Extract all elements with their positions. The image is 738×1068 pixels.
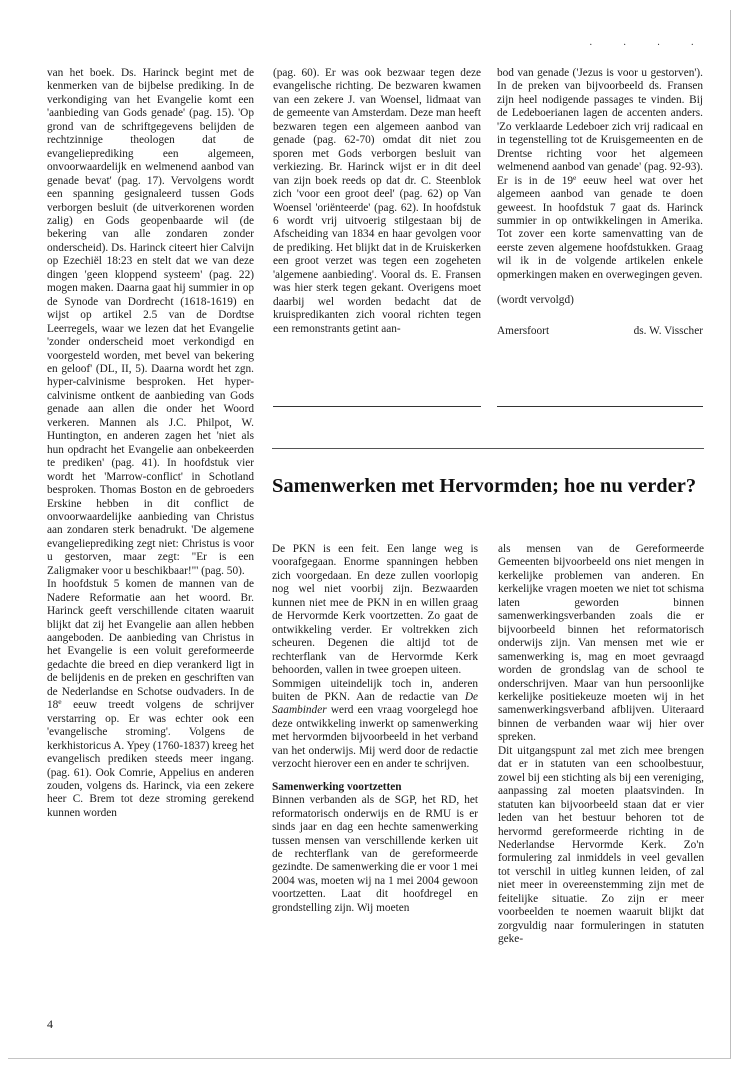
divider-line — [497, 406, 703, 407]
signature-author: ds. W. Visscher — [633, 324, 703, 337]
article2-col1-paragraph-1: De PKN is een feit. Een lange weg is voorafgegaan. Enorme spanningen hebben zich voorgedaan. En deze zullen voorlopig nog wel niet voorbij zijn. Bezwaarden kunnen niet mee de PKN in en willen graag de Hervormde Kerk voortzetten. Zo gaat de ontwikkeling verder. Er voltrekken zich scheuren. Degenen die altijd tot de rechterflank van de Hervormde Kerk behoorden, vallen in twee groepen uiteen. — [272, 543, 478, 677]
article1-col1-paragraph-1: van het boek. Ds. Harinck begint met de kenmerken van de bijbelse prediking. In de verkondiging van het Evangelie komt een 'aanbieding van Gods genade' (pag. 15). 'Op grond van de schriftgegevens belijden de rechtzinnige theologen dat de evangelieprediking een algemeen, onvoorwaardelijk en welmenend aanbod van genade bevat' (pag. 17). Vervolgens wordt een spanning gesignaleerd tussen Gods verborgen besluit (de uitverkorenen worden zalig) en Gods geopenbaarde wil (de bekering van alle zondaren zonder onderscheid). Ds. Harinck citeert hier Calvijn op Ezechiël 18:23 en stelt dat we van deze dingen 'geen kloppend systeem' (pag. 22) mogen maken. Daarna gaat hij summier in op de Synode van Dordrecht (1618-1619) en wijst op artikel 2.5 van de Dordtse Leerregels, waar we lezen dat het Evangelie 'zonder onderscheid moet verkondigd en voorgesteld worden, met bevel van bekering en geloof' (DL, II, 5). Daarna wordt het zgn. hyper-calvinisme besproken. Het hyper-calvinisme ontkent de aanbieding van Gods genade aan allen die onder het Woord verkeren. Mannen als J.C. Philpot, W. Huntington, en anderen zagen het 'niet als hun opdracht het Evangelie aan onbekeerden te prediken' (pag. 41). In hoofdstuk vier wordt het 'Marrow-conflict' in Schotland besproken. Thomas Boston en de gebroeders Erskine hebben in dit conflict de onvoorwaardelijke aanbieding van Christus aan zondaren sterk benadrukt. 'De algemene evangelieprediking zegt niet: Christus is voor u gestorven, maar zegt: "Er is een Zaligmaker voor u beschikbaar!"' (pag. 50). — [47, 67, 254, 577]
signature-place: Amersfoort — [497, 324, 550, 337]
article1-col2-paragraph: (pag. 60). Er was ook bezwaar tegen deze evangelische richting. De bezwaren kwamen van een zekere J. van Woensel, lidmaat van de gemeente van Amsterdam. Deze man heeft bezwaren tegen een algemeen aanbod van genade (pag. 62-70) omdat dit niet zou sporen met Gods verborgen besluit van verkiezing. Br. Harinck wijst er in dit deel van zijn boek reeds op dat dr. C. Steenblok zich 'voor een groot deel' (pag. 62) op Van Woensel 'oriënteerde' (pag. 62). In hoofdstuk 6 wordt vrij uitvoerig stilgestaan bij de Afscheiding van 1834 en haar gevolgen voor de prediking. Het blijkt dat in de Kruiskerken een groot verzet was tegen een zogeheten 'algemene aanbieding'. Vooral ds. E. Fransen was hier sterk tegen gekant. Overigens moet daarbij wel worden bedacht dat de kruispredikanten zich vooral richten tegen een remonstrants getint aan- — [273, 67, 481, 335]
page-number: 4 — [47, 1017, 53, 1031]
article1-column-2 — [273, 67, 481, 336]
publication-title: De Saambinder — [272, 690, 478, 717]
scan-marks: · · · · — [589, 40, 708, 51]
article2-title: Samenwerken met Hervormden; hoe nu verder? — [272, 475, 697, 497]
article1-col1-paragraph-2 — [47, 578, 254, 820]
signature — [497, 325, 703, 338]
text-run: Sommigen uiteindelijk toch in, anderen buiten de PKN. Aan de redactie van — [272, 677, 478, 703]
superscript: e — [573, 172, 577, 182]
article2-col1-paragraph-3: Binnen verbanden als de SGP, het RD, het reformatorisch onderwijs en de RMU is er sinds jaar en dag een hechte samenwerking tussen mensen van verschillende kerken uit de rechterflank van de gereformeerde gezindte. De samenwerking die er voor 1 mei 2004 was, moeten wij na 1 mei 2004 gewoon voortzetten. Laat dit hoofdregel en grondstelling zijn. Wij moeten — [272, 794, 478, 914]
text-run: In hoofdstuk 5 komen de mannen van de Nadere Reformatie aan het woord. Br. Harinck geeft verschillende citaten waaruit blijkt dat zij het Evangelie aan allen hebben aangeboden. De aanbieding van Christus in het Evangelie is een voluit gereformeerde gedachte die breed en diep verankerd ligt in de belijdenis en de preken en geschriften van de Nederlandse en Schotse oudvaders. In de 18 — [47, 578, 254, 712]
text-run: bod van genade ('Jezus is voor u gestorven'). In de preken van bijvoorbeeld ds. Fransen zijn heel nodigende passages te vinden. Bij de Ledeboerianen lagen de accenten anders. 'Zo verklaarde Ledeboer zich vrij radicaal en in tegenstelling tot de Kruisgemeenten en de Drentse richting voor het algemeen welmenend aanbod van genade' (pag. 92-93). Er is in de 19 — [497, 67, 703, 187]
article1-column-3 — [497, 67, 703, 338]
section-subheading: Samenwerking voortzetten — [272, 780, 402, 793]
text-run: eeuw treedt volgens de schrijver verstarring op. Er was echter ook een 'evangelische stroming'. Volgens de kerkhistoricus A. Ypey (1760-1837) kreeg het evangelisch prediken steeds meer ingang. (pag. 61). Ook Comrie, Appelius en anderen zouden, volgens ds. Harinck, via een zekere heer C. Brem tot deze stroming gerekend kunnen worden — [47, 699, 254, 819]
article1-column-1 — [47, 67, 254, 820]
article2-column-1 — [272, 543, 478, 915]
article2-col1-paragraph-2 — [272, 678, 478, 772]
article2-col2-paragraph-2: Dit uitgangspunt zal met zich mee brengen dat er in statuten van een schoolbestuur, zowel bij een stichting als bij een vereniging, aanpassing zal moeten plaatsvinden. In statuten kan bijvoorbeeld staan dat er vier leden van het bestuur behoren tot de hervormd gereformeerde richting in de Nederlandse Hervormde Kerk. Zo'n formulering zal inmiddels in veel gevallen tot verschil in uitleg kunnen leiden, of zal niet meer in overeenstemming zijn met de feitelijke situatie. Zo zijn er meer voorbeelden te noemen waaruit blijkt dat zorgvuldig naar formuleringen in statuten geke- — [498, 744, 704, 946]
superscript: e — [58, 697, 62, 707]
text-run: werd een vraag voorgelegd hoe deze ontwikkeling inwerkt op samenwerking met hervormden bijvoorbeeld in het verband van het onderwijs. Mij werd door de redactie verzocht hierover een en ander te schrijven. — [272, 704, 478, 771]
article1-col3-paragraph — [497, 67, 703, 282]
section-divider — [272, 448, 704, 449]
continued-note: (wordt vervolgd) — [497, 294, 574, 307]
text-run: eeuw heel wat over het algemeen aanbod van genade te doen geweest. In hoofdstuk 7 gaat ds. Harinck summier in op ontwikkelingen in Amerika. Tot zover een korte samenvatting van de eerste zeven algemene hoofdstukken. Graag wil ik in de volgende artikelen enkele opmerkingen maken en overwegingen geven. — [497, 174, 703, 281]
article2-col2-paragraph-1: als mensen van de Gereformeerde Gemeenten bijvoorbeeld ons niet mengen in kerkelijke problemen van anderen. En kerkelijke vragen moeten we niet tot schisma laten geworden binnen samenwerkingsverbanden zoals die er bijvoorbeeld binnen het reformatorisch onderwijs zijn. Van mensen met wie er samenwerking is, mag en moet gevraagd worden de grondslag van de school te onderschrijven. Maar van hun persoonlijke kerkelijke positiekeuze moeten wij in het samenwerkingsverband afblijven. Uiteraard binnen de verbanden waar wij hier over spreken. — [498, 543, 704, 744]
divider-line — [273, 406, 481, 407]
article2-column-2 — [498, 543, 704, 947]
